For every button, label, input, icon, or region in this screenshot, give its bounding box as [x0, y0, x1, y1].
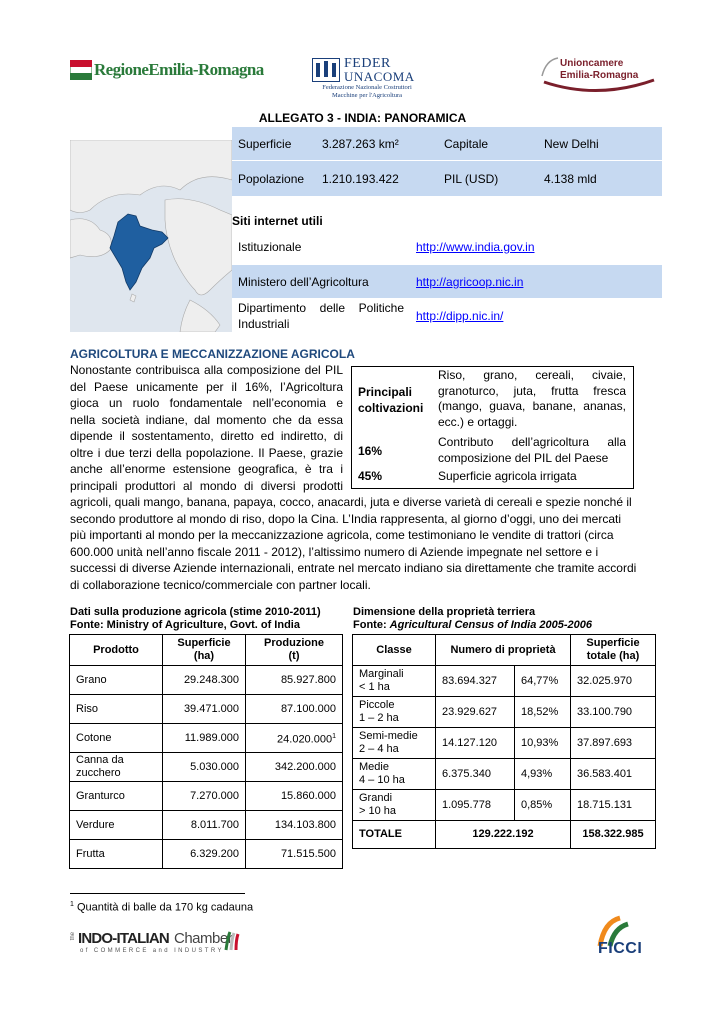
- cell-classe: [353, 666, 436, 697]
- table-row: [353, 666, 656, 697]
- table-row: [353, 790, 656, 821]
- table-header-row: [353, 635, 656, 666]
- overview-row-1: [232, 127, 662, 160]
- superficie-label: Superficie: [238, 137, 292, 151]
- cell-produzione: 134.103.800: [246, 811, 343, 840]
- cell-superficie: 18.715.131: [571, 790, 656, 821]
- para-line: agricoli, quali mango, banana, papaya, cocco, anacardi, juta e diverse varietà di cereali e spezie nonché il: [70, 495, 632, 509]
- siti-row-istituzionale: [232, 231, 662, 264]
- header-line: Superficie: [177, 637, 231, 649]
- caption-prefix: Fonte:: [353, 619, 390, 631]
- cell-produzione: 85.927.800: [246, 666, 343, 695]
- para-line: 600.000 unità nell’anno fiscale 2011 - 2012), l’altissimo numero di Aziende impegnate nel settore e i: [70, 544, 599, 559]
- cell-prodotto: Verdure: [70, 811, 163, 840]
- cell-superficie: 36.583.401: [571, 759, 656, 790]
- header-superficie: [571, 635, 656, 666]
- table-row: [70, 782, 343, 811]
- india-map: [70, 140, 232, 332]
- siti-label-line2: Industriali: [238, 317, 290, 331]
- box-value: [438, 435, 626, 466]
- cell-percent: 64,77%: [515, 666, 571, 697]
- cell-line: Grandi: [359, 792, 393, 804]
- box-value-line: Contributo dell’agricoltura alla: [438, 435, 626, 449]
- cell-line: Piccole: [359, 699, 395, 711]
- header-prodotto: Prodotto: [70, 635, 163, 666]
- unacoma-text: UNACOMA: [344, 69, 415, 84]
- logo-indo-italian: INDO-ITALIAN: [78, 930, 169, 947]
- cell-superficie: 5.030.000: [163, 753, 246, 782]
- cell-superficie: 32.025.970: [571, 666, 656, 697]
- siti-label: Istituzionale: [238, 240, 302, 254]
- cell-value: 24.020.000: [277, 733, 333, 746]
- siti-row-ministero: [232, 265, 662, 298]
- feder-unacoma-logo: [312, 56, 422, 106]
- footnote-divider: [70, 893, 245, 894]
- table-row: [353, 759, 656, 790]
- cell-prodotto: Frutta: [70, 840, 163, 869]
- header-line: (ha): [193, 650, 215, 662]
- cell-numero: 14.127.120: [436, 728, 515, 759]
- pil-value: 4.138 mld: [544, 172, 597, 186]
- box-value: [438, 368, 626, 430]
- cell-percent: 18,52%: [515, 697, 571, 728]
- cell-numero: 23.929.627: [436, 697, 515, 728]
- header-classe: Classe: [353, 635, 436, 666]
- footnote-text: Quantità di balle da 170 kg cadauna: [76, 901, 254, 914]
- section-heading: AGRICOLTURA E MECCANIZZAZIONE AGRICOLA: [70, 347, 355, 361]
- cell-percent: 0,85%: [515, 790, 571, 821]
- cell-produzione: 15.860.000: [246, 782, 343, 811]
- cell-line: > 10 ha: [359, 805, 397, 817]
- caption-source: Agricultural Census of India 2005-2006: [389, 619, 593, 631]
- cell-produzione: [246, 724, 343, 753]
- cell-percent: 4,93%: [515, 759, 571, 790]
- box-key: 16%: [358, 444, 383, 458]
- intro-paragraph-narrow: [70, 362, 343, 494]
- cell-prodotto: Grano: [70, 666, 163, 695]
- cell-superficie: 29.248.300: [163, 666, 246, 695]
- table-row: [70, 724, 343, 753]
- cell-superficie: 37.897.693: [571, 728, 656, 759]
- cell-line: < 1 ha: [359, 681, 390, 693]
- cell-superficie: 8.011.700: [163, 811, 246, 840]
- cell-numero: 6.375.340: [436, 759, 515, 790]
- cell-line: 4 – 10 ha: [359, 774, 405, 786]
- link-india-gov[interactable]: http://www.india.gov.in: [416, 240, 535, 254]
- page-title: ALLEGATO 3 - INDIA: PANORAMICA: [258, 111, 467, 125]
- para-line: secondo produttore al mondo di riso, dopo la Cina. L’India rappresenta, al giorno d’oggi, uno dei mercati: [70, 511, 622, 526]
- para-line: nella società indiane, dal momento che da essa: [70, 412, 343, 427]
- cell-line: zucchero: [76, 767, 121, 779]
- cell-totale-superficie: 158.322.985: [571, 821, 656, 849]
- logo-chamber: Chamber: [174, 930, 233, 947]
- box-row-45: [352, 468, 633, 486]
- para-line: più importanti al mondo per la meccanizzazione agricola, come testimoniano le vendite di trattori (circa: [70, 528, 614, 542]
- header-line: (t): [288, 650, 300, 662]
- box-value-line: (mango, guava, banane, ananas,: [438, 399, 626, 413]
- cell-totale-numero: 129.222.192: [436, 821, 571, 849]
- header-line: totale (ha): [586, 650, 640, 662]
- capitale-label: Capitale: [444, 137, 489, 151]
- table-header-row: [70, 635, 343, 666]
- box-value-line: granoturco, juta, frutta fresca: [438, 383, 626, 398]
- cell-classe: [353, 759, 436, 790]
- table-row: [70, 840, 343, 869]
- header-produzione: [246, 635, 343, 666]
- footnote-ref: 1: [332, 732, 336, 740]
- para-line: di collaborazione tecnico/commerciale con partner locali.: [70, 577, 371, 592]
- para-line: oltre i due terzi della popolazione. Il Paese, grazie: [70, 445, 343, 460]
- capitale-value: New Delhi: [544, 137, 599, 151]
- para-line: principali produttori al mondo di diversi prodotti: [70, 478, 343, 493]
- logo-the: the: [70, 932, 76, 941]
- footnote: [70, 901, 253, 914]
- siti-label: Ministero dell’Agricoltura: [238, 275, 369, 289]
- cell-line: Canna da: [76, 754, 124, 766]
- chamber-flag-icon: [224, 930, 240, 952]
- feder-text: FEDER: [344, 56, 391, 71]
- box-key: coltivazioni: [358, 401, 424, 415]
- superficie-value: 3.287.263 km²: [322, 137, 399, 151]
- table-row: [70, 666, 343, 695]
- para-line: del Paese unicamente per il 16%, l’Agricoltura: [70, 379, 343, 394]
- header-line: Superficie: [586, 637, 640, 649]
- ficci-text: FICCI: [598, 940, 643, 957]
- box-key: 45%: [358, 469, 383, 483]
- indo-italian-chamber-logo: [70, 930, 240, 960]
- land-table: [352, 634, 656, 849]
- header-line: Produzione: [264, 637, 324, 649]
- cell-prodotto: Granturco: [70, 782, 163, 811]
- cell-numero: 83.694.327: [436, 666, 515, 697]
- overview-row-2: [232, 161, 662, 196]
- cell-prodotto: Riso: [70, 695, 163, 724]
- table-row: [70, 753, 343, 782]
- unioncamere-logo: [538, 56, 658, 96]
- ficci-logo: [590, 914, 660, 966]
- cell-produzione: 342.200.000: [246, 753, 343, 782]
- cell-superficie: 7.270.000: [163, 782, 246, 811]
- cell-superficie: 6.329.200: [163, 840, 246, 869]
- link-dipp[interactable]: http://dipp.nic.in/: [416, 309, 504, 323]
- regione-logo-text: RegioneEmilia-Romagna: [94, 60, 264, 79]
- cell-prodotto: Cotone: [70, 724, 163, 753]
- key-facts-box: [351, 366, 634, 489]
- siti-heading: Siti internet utili: [232, 214, 323, 228]
- feder-subtitle: Federazione Nazionale Costruttori Macchine per l'Agricoltura: [322, 84, 412, 99]
- footnote-number: 1: [70, 901, 74, 908]
- cell-classe: [353, 697, 436, 728]
- table-row: [70, 811, 343, 840]
- box-value-line: ecc.) e ortaggi.: [438, 414, 518, 429]
- header-superficie: [163, 635, 246, 666]
- production-table: [69, 634, 343, 869]
- popolazione-value: 1.210.193.422: [322, 172, 399, 186]
- cell-line: Medie: [359, 761, 389, 773]
- land-caption-1: Dimensione della proprietà terriera: [353, 606, 536, 618]
- land-caption-2: [353, 619, 592, 632]
- para-line: anche all’enorme estensione geografica, è tra i: [70, 462, 343, 476]
- cell-line: 1 – 2 ha: [359, 712, 399, 724]
- cell-numero: 1.095.778: [436, 790, 515, 821]
- logo-commerce: of COMMERCE and INDUSTRY: [80, 948, 224, 954]
- para-line: Nonostante contribuisca alla composizione del PIL: [70, 363, 343, 377]
- box-row-coltivazioni: [352, 367, 633, 435]
- siti-row-dipartimento: [232, 299, 662, 337]
- cell-superficie: 11.989.000: [163, 724, 246, 753]
- intro-paragraph-wide: [70, 494, 656, 593]
- cell-produzione: 87.100.000: [246, 695, 343, 724]
- cell-percent: 10,93%: [515, 728, 571, 759]
- table-row: [353, 697, 656, 728]
- cell-classe: [353, 790, 436, 821]
- siti-label: [238, 301, 404, 315]
- cell-produzione: 71.515.500: [246, 840, 343, 869]
- cell-totale-label: TOTALE: [353, 821, 436, 849]
- box-key: Principali: [358, 385, 413, 399]
- prod-caption-1: Dati sulla produzione agricola (stime 2010-2011): [70, 606, 321, 618]
- box-row-16: [352, 435, 633, 467]
- para-line: successi di diverse Aziende internazionali, entrate nel mercato indiano sia direttamente che tramite accordi: [70, 561, 637, 575]
- cell-line: Marginali: [359, 668, 404, 680]
- link-agricoop[interactable]: http://agricoop.nic.in: [416, 275, 524, 289]
- emilia-romagna-text: Emilia-Romagna: [560, 70, 639, 81]
- pil-label: PIL (USD): [444, 172, 499, 186]
- cell-classe: [353, 728, 436, 759]
- cell-line: 2 – 4 ha: [359, 743, 399, 755]
- regione-flag-icon: [70, 60, 92, 80]
- table-row: [70, 695, 343, 724]
- popolazione-label: Popolazione: [238, 172, 305, 186]
- feder-crest-icon: [312, 58, 340, 82]
- cell-superficie: 33.100.790: [571, 697, 656, 728]
- box-value: Superficie agricola irrigata: [438, 469, 577, 483]
- cell-superficie: 39.471.000: [163, 695, 246, 724]
- unioncamere-text: Unioncamere: [560, 58, 624, 69]
- table-total-row: [353, 821, 656, 849]
- regione-emilia-romagna-logo: [70, 58, 264, 84]
- para-line: gioca un ruolo fondamentale nell’economia e: [70, 396, 343, 410]
- dipartimento-word-line: Dipartimento delle Politiche: [238, 301, 404, 315]
- para-line: dipende il sostentamento, diretto ed indiretto, di: [70, 429, 343, 443]
- prod-caption-2: Fonte: Ministry of Agriculture, Govt. of India: [70, 619, 300, 631]
- cell-prodotto: [70, 753, 163, 782]
- box-value-line: composizione del PIL del Paese: [438, 450, 609, 465]
- table-row: [353, 728, 656, 759]
- cell-line: Semi-medie: [359, 730, 418, 742]
- box-value-line: Riso, grano, cereali, civaie,: [438, 368, 626, 382]
- header-numero: Numero di proprietà: [436, 635, 571, 666]
